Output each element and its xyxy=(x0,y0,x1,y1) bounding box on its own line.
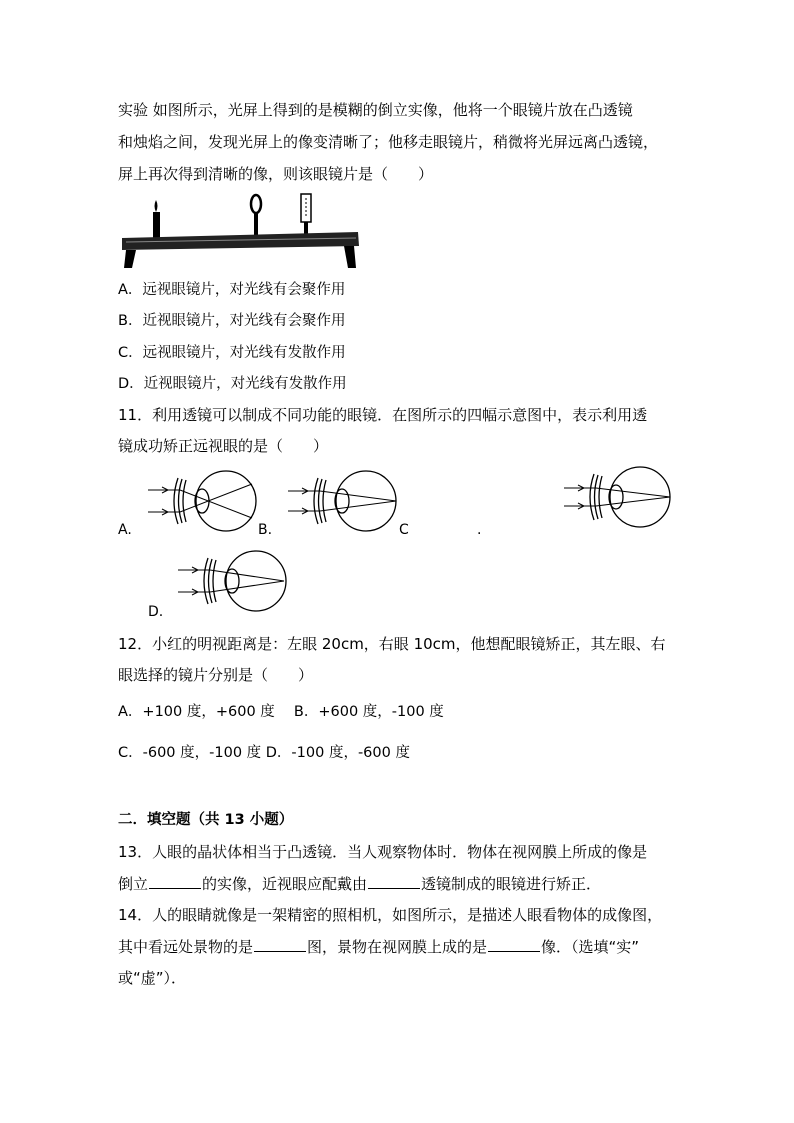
q14-text-a: 其中看远处景物的是 xyxy=(118,938,254,956)
q12-options-cd: C．-600 度，-100 度 D．-100 度，-600 度 xyxy=(118,745,410,761)
q14-blank-1[interactable] xyxy=(254,937,306,952)
intro-line-3: 屏上再次得到清晰的像，则该眼镜片是（ ） xyxy=(118,165,434,183)
q12-line-2: 眼选择的镜片分别是（ ） xyxy=(118,666,314,684)
eye-diagram-b xyxy=(288,470,400,536)
q11-label-d: D. xyxy=(148,604,164,620)
q13-blank-2[interactable] xyxy=(368,874,420,889)
q11-line-1: 11．利用透镜可以制成不同功能的眼镜．在图所示的四幅示意图中，表示利用透 xyxy=(118,406,648,424)
q14-line-1: 14．人的眼睛就像是一架精密的照相机，如图所示，是描述人眼看物体的成像图， xyxy=(118,906,663,924)
q14-blank-2[interactable] xyxy=(488,937,540,952)
q12-options-ab: A．+100 度，+600 度 B．+600 度，-100 度 xyxy=(118,704,444,720)
intro-line-2: 和烛焰之间，发现光屏上的像变清晰了；他移走眼镜片，稍微将光屏远离凸透镜， xyxy=(118,133,659,151)
eye-diagram-c xyxy=(564,466,676,532)
section-title: 二．填空题（共 13 小题） xyxy=(118,812,294,828)
q14-line-2 xyxy=(118,937,639,957)
q13-text-b: 的实像，近视眼应配戴由 xyxy=(202,875,368,893)
q11-label-c: C xyxy=(399,522,409,538)
intro-line-1: 实验 如图所示，光屏上得到的是模糊的倒立实像，他将一个眼镜片放在凸透镜 xyxy=(118,101,633,119)
q13-line-1: 13．人眼的晶状体相当于凸透镜．当人观察物体时．物体在视网膜上所成的像是 xyxy=(118,843,648,861)
q13-text-c: 透镜制成的眼镜进行矫正． xyxy=(421,875,602,893)
q14-text-c: 像．（选填“实” xyxy=(541,938,640,956)
q11-label-b: B. xyxy=(258,522,273,538)
q11-label-a: A. xyxy=(118,522,132,538)
q10-option-a: A．远视眼镜片，对光线有会聚作用 xyxy=(118,282,346,298)
optical-bench-figure xyxy=(118,192,368,274)
q13-blank-1[interactable] xyxy=(149,874,201,889)
q13-text-a: 倒立 xyxy=(118,875,149,893)
eye-diagram-d xyxy=(178,550,290,616)
q10-option-b: B．近视眼镜片，对光线有会聚作用 xyxy=(118,313,346,329)
q13-line-2 xyxy=(118,874,601,894)
q11-label-dot: . xyxy=(477,522,482,538)
q14-line-3: 或“虚”）． xyxy=(118,969,187,987)
q11-line-2: 镜成功矫正远视眼的是（ ） xyxy=(118,437,329,455)
q10-option-d: D．近视眼镜片，对光线有发散作用 xyxy=(118,376,347,392)
q14-text-b: 图，景物在视网膜上成的是 xyxy=(307,938,488,956)
q12-line-1: 12．小红的明视距离是：左眼 20cm，右眼 10cm，他想配眼镜矫正，其左眼、右 xyxy=(118,635,666,653)
q10-option-c: C．远视眼镜片，对光线有发散作用 xyxy=(118,345,346,361)
eye-diagram-a xyxy=(148,470,260,536)
